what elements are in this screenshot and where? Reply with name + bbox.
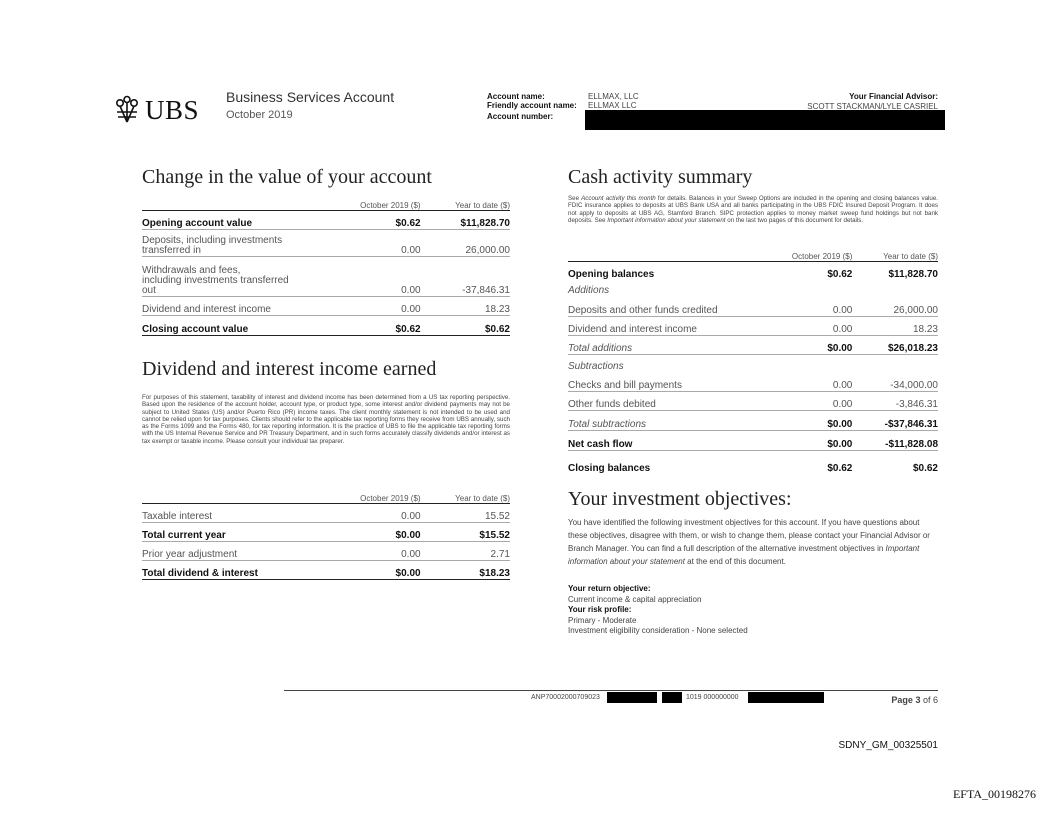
intro-text-4: Important information about your statement: [607, 216, 726, 224]
net-cash-flow-label: Net cash flow: [568, 430, 758, 450]
cash-activity-title: Cash activity summary: [568, 166, 753, 188]
table-row: [568, 430, 938, 450]
total-dividend-interest-ytd: $18.23: [421, 560, 510, 579]
col-month-header: October 2019 ($): [322, 488, 421, 503]
intro-text-2: Account activity this month: [581, 195, 656, 202]
col-ytd-header: Year to date ($): [852, 246, 938, 261]
col-month-header: October 2019 ($): [322, 195, 421, 210]
other-debited-label: Other funds debited: [568, 391, 758, 410]
col-ytd-header: Year to date ($): [421, 195, 510, 210]
table-row: [568, 316, 938, 335]
risk-profile-primary: Primary - Moderate: [568, 615, 637, 625]
page-current: 3: [915, 695, 921, 705]
checks-payments-label: Checks and bill payments: [568, 372, 758, 391]
friendly-name-label: Friendly account name:: [487, 101, 577, 110]
withdrawals-ytd: -37,846.31: [421, 256, 510, 296]
brand-name: UBS: [145, 94, 200, 125]
deposits-credited-month: 0.00: [758, 296, 852, 316]
total-additions-month: $0.00: [758, 335, 852, 354]
prior-year-adjustment-ytd: 2.71: [421, 541, 510, 560]
other-debited-month: 0.00: [758, 391, 852, 410]
closing-balances-month: $0.62: [827, 463, 853, 474]
col-month-header: October 2019 ($): [758, 246, 852, 261]
tax-disclaimer: For purposes of this statement, taxability of interest and dividend income has been determined from a US tax reporting perspective. Based upon the residence of the account holder, account type, or product type, some interest and/or dividend payments may not be subject to United States (US) and/or Puerto Rico (PR) income taxes. The client monthly statement is not intended to be used and cannot be relied upon for tax purposes. Clients should refer to the applicable tax reporting forms they receive from UBS annually, such as the Forms 1099 and the Forms 480, for tax reporting information. It is the practice of UBS to file the applicable tax reporting forms with the US Internal Revenue Service and PR Treasury Department, and in such forms accurately classify dividends and/or interest as tax exempt or taxable income. Please consult your individual tax preparer.: [142, 394, 510, 445]
opening-balances-label: Opening balances: [568, 269, 655, 280]
total-current-year-label: Total current year: [142, 522, 322, 541]
net-cash-flow-ytd: -$11,828.08: [852, 430, 938, 450]
other-debited-ytd: -3,846.31: [852, 391, 938, 410]
table-row: [568, 372, 938, 391]
objectives-details: [568, 584, 938, 637]
deposits-credited-label: Deposits and other funds credited: [568, 296, 758, 316]
total-dividend-interest-label: Total dividend & interest: [142, 560, 322, 579]
table-row: [568, 296, 938, 316]
table-row: [142, 315, 510, 335]
table-row: [142, 541, 510, 560]
account-name-label: Account name:: [487, 92, 545, 101]
efta-number: EFTA_00198276: [952, 787, 1036, 801]
withdrawals-month: 0.00: [322, 256, 421, 296]
deposits-label: [142, 229, 322, 256]
total-dividend-interest-month: $0.00: [322, 560, 421, 579]
redaction-box: [662, 692, 682, 703]
opening-balances-ytd: $11,828.70: [888, 269, 938, 280]
deposits-month: 0.00: [322, 229, 421, 256]
dividend-income-table: [142, 488, 510, 580]
taxable-interest-label: Taxable interest: [142, 503, 322, 522]
table-row: [142, 256, 510, 296]
page-total: of 6: [922, 695, 938, 705]
total-current-year-month: $0.00: [322, 522, 421, 541]
statement-period: October 2019: [226, 109, 293, 121]
table-row: [568, 391, 938, 410]
page-number: [850, 695, 938, 705]
table-row: [142, 229, 510, 256]
prior-year-adjustment-month: 0.00: [322, 541, 421, 560]
deposits-ytd: 26,000.00: [421, 229, 510, 256]
intro-text-1: See: [568, 195, 582, 202]
deposits-label-line1: Deposits, including investments: [142, 234, 283, 246]
closing-value-label: Closing account value: [142, 315, 322, 335]
total-subtractions-label: Total subtractions: [568, 410, 758, 430]
additions-header: Additions: [568, 285, 610, 296]
total-additions-ytd: $26,018.23: [852, 335, 938, 354]
change-in-value-table: [142, 195, 510, 336]
account-type: Business Services Account: [226, 89, 395, 105]
total-subtractions-month: $0.00: [758, 410, 852, 430]
subtractions-header: Subtractions: [568, 361, 624, 372]
objectives-body-1: You have identified the following investment objectives for this account. If you have questions about these objectives, disagree with them, or wish to change them, please contact your Financial Advisor or Branch Manager. You can find a full description of the alternative investment objectives in: [568, 518, 930, 553]
opening-value-ytd: $11,828.70: [421, 210, 510, 229]
advisor-label: Your Financial Advisor:: [849, 92, 938, 101]
table-row: [568, 450, 938, 474]
prior-year-adjustment-label: Prior year adjustment: [142, 541, 322, 560]
withdrawals-label-line2: including investments transferred: [142, 274, 289, 286]
ubs-logo: [112, 95, 202, 125]
cash-dividend-label: Dividend and interest income: [568, 316, 758, 335]
return-objective-label: Your return objective:: [568, 584, 651, 593]
total-subtractions-ytd: -$37,846.31: [852, 410, 938, 430]
document-code: ANP70002000709023: [531, 694, 600, 701]
checks-payments-month: 0.00: [758, 372, 852, 391]
total-current-year-ytd: $15.52: [421, 522, 510, 541]
change-in-value-title: Change in the value of your account: [142, 166, 432, 188]
redaction-box: [748, 692, 824, 703]
closing-balances-label: Closing balances: [568, 463, 651, 474]
table-row: [568, 335, 938, 354]
closing-balances-ytd: $0.62: [912, 463, 938, 474]
advisor-name: SCOTT STACKMAN/LYLE CASRIEL: [807, 102, 938, 111]
investment-objectives-title: Your investment objectives:: [568, 488, 792, 510]
objectives-body-2: Important information about your statement: [568, 544, 920, 566]
cash-activity-intro: [568, 195, 938, 224]
document-code-mid: 1019 000000000: [686, 694, 739, 701]
redaction-box: [585, 110, 945, 130]
opening-value-month: $0.62: [322, 210, 421, 229]
account-name-value: ELLMAX, LLC: [588, 92, 639, 101]
deposits-label-line2: transferred in: [142, 244, 201, 256]
col-ytd-header: Year to date ($): [421, 488, 510, 503]
deposits-credited-ytd: 26,000.00: [852, 296, 938, 316]
taxable-interest-ytd: 15.52: [421, 503, 510, 522]
dividend-income-label: Dividend and interest income: [142, 296, 322, 315]
redaction-box: [607, 692, 657, 703]
account-number-label: Account number:: [487, 112, 554, 121]
ubs-keys-icon: [112, 95, 142, 125]
dividend-income-ytd: 18.23: [421, 296, 510, 315]
cash-dividend-ytd: 18.23: [852, 316, 938, 335]
objectives-body-3: at the end of this document.: [684, 557, 786, 566]
table-row: [142, 296, 510, 315]
opening-value-label: Opening account value: [142, 210, 322, 229]
table-row: [568, 280, 938, 296]
friendly-name-value: ELLMAX LLC: [588, 101, 637, 110]
checks-payments-ytd: -34,000.00: [852, 372, 938, 391]
eligibility-consideration: Investment eligibility consideration - None selected: [568, 626, 748, 636]
cash-activity-table: [568, 246, 938, 474]
table-row: [568, 354, 938, 372]
net-cash-flow-month: $0.00: [758, 430, 852, 450]
intro-text-5: on the last two pages of this document for details.: [725, 216, 864, 224]
cash-dividend-month: 0.00: [758, 316, 852, 335]
taxable-interest-month: 0.00: [322, 503, 421, 522]
withdrawals-label-line1: Withdrawals and fees,: [142, 264, 241, 276]
closing-value-ytd: $0.62: [421, 315, 510, 335]
opening-balances-month: $0.62: [827, 269, 853, 280]
table-row: [142, 503, 510, 522]
footer-divider: [284, 690, 938, 691]
closing-value-month: $0.62: [322, 315, 421, 335]
withdrawals-label: [142, 256, 322, 296]
dividend-income-month: 0.00: [322, 296, 421, 315]
bates-number: SDNY_GM_00325501: [838, 740, 938, 751]
return-objective-value: Current income & capital appreciation: [568, 594, 702, 604]
page-label: Page: [891, 695, 913, 705]
table-row: [568, 261, 938, 280]
investment-objectives-body: [568, 516, 938, 568]
risk-profile-label: Your risk profile:: [568, 605, 632, 615]
table-row: [142, 210, 510, 229]
table-row: [142, 522, 510, 541]
total-additions-label: Total additions: [568, 335, 758, 354]
dividend-income-title: Dividend and interest income earned: [142, 358, 437, 380]
table-row: [568, 410, 938, 430]
withdrawals-label-line3: out: [142, 284, 156, 296]
table-row: [142, 560, 510, 579]
intro-text-3: for details. Balances in your Sweep Options are included in the opening and closing balances value. FDIC insurance applies to deposits at UBS Bank USA and all banks participating in the UBS FDIC Insured Deposit Program. It does not apply to deposits at UBS AG, Stamford Branch. SIPC protection applies to money market sweep fund holdings but not bank deposits. See: [568, 195, 938, 224]
